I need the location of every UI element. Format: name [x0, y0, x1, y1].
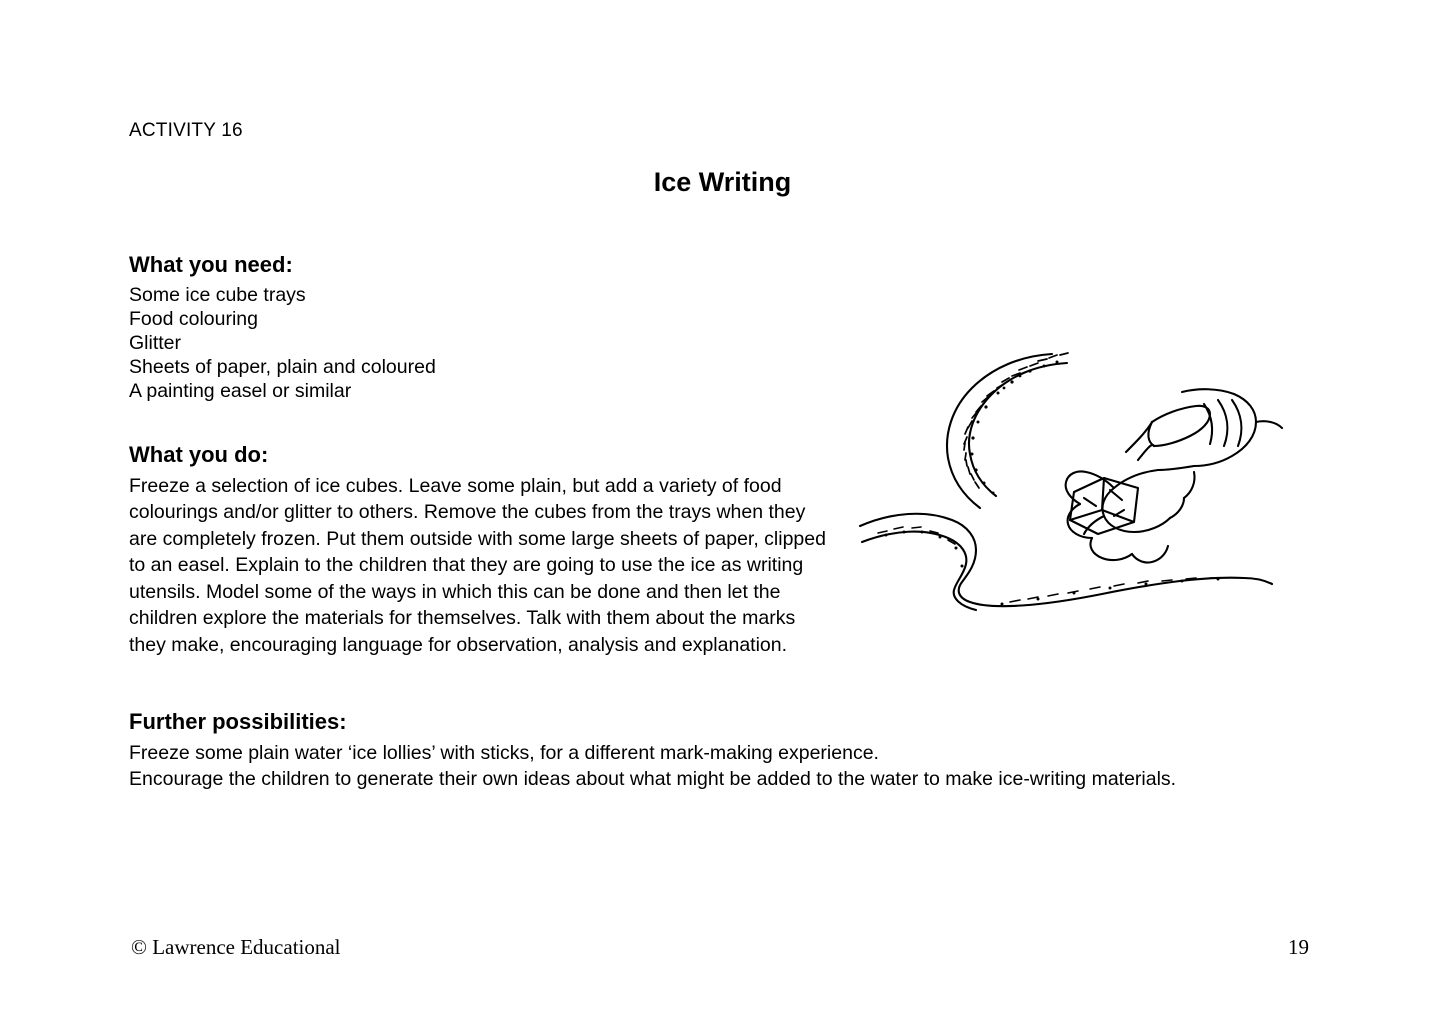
section-what-you-do [129, 441, 829, 658]
section-further-possibilities [129, 708, 1309, 793]
need-item: Food colouring [129, 307, 258, 330]
activity-label: ACTIVITY 16 [129, 120, 243, 141]
section-heading-do: What you do: [129, 442, 269, 467]
need-item: A painting easel or similar [129, 380, 352, 403]
need-item: Glitter [129, 331, 182, 354]
footer-page-number: 19 [1288, 935, 1309, 959]
further-item: Encourage the children to generate their own ideas about what might be added to the water to make ice-writing materials. [129, 768, 1177, 790]
page-title: Ice Writing [653, 167, 792, 197]
what-you-do-body: Freeze a selection of ice cubes. Leave some plain, but add a variety of food colourings and/or glitter to others. Remove the cubes from the trays when they are completely frozen. Put them outside with some large sheets of paper, clipped to an easel. Explain to the children that they are going to use the ice as writing utensils. Model some of the ways in which this can be done and then let the children explore the materials for themselves. Talk with them about the marks they make, encouraging language for observation, analysis and explanation. [129, 474, 826, 656]
need-item: Some ice cube trays [129, 283, 306, 306]
section-what-you-need [129, 251, 749, 404]
section-heading-need: What you need: [129, 252, 293, 277]
further-item: Freeze some plain water ‘ice lollies’ with sticks, for a different mark-making experience. [129, 741, 879, 764]
need-item: Sheets of paper, plain and coloured [129, 356, 436, 379]
section-heading-further: Further possibilities: [129, 709, 347, 734]
hand-drawing-with-ice-cube-illustration [852, 330, 1292, 615]
footer-copyright: © Lawrence Educational [131, 935, 341, 959]
